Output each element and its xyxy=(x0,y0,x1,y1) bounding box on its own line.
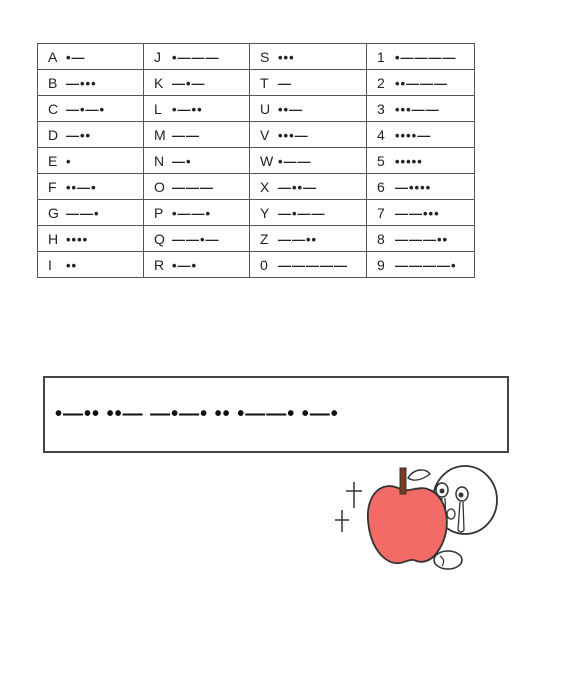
morse-code: •••• xyxy=(66,231,89,247)
morse-code: ————• xyxy=(395,257,457,273)
morse-cell xyxy=(144,44,250,70)
morse-code: •—— xyxy=(278,153,312,169)
morse-cell xyxy=(38,200,144,226)
morse-cell xyxy=(250,70,367,96)
morse-code: ——••• xyxy=(395,205,440,221)
morse-symbol: T xyxy=(260,74,269,91)
morse-code: ••— xyxy=(278,101,304,117)
morse-symbol: P xyxy=(154,204,164,221)
morse-symbol: 2 xyxy=(377,74,385,91)
morse-cell xyxy=(250,252,367,278)
morse-symbol: Z xyxy=(260,230,269,247)
morse-cell xyxy=(367,174,475,200)
morse-symbol: W xyxy=(260,152,274,169)
morse-cell xyxy=(250,148,367,174)
morse-cell xyxy=(38,252,144,278)
morse-cell xyxy=(144,96,250,122)
morse-message-box xyxy=(43,376,509,453)
morse-cell xyxy=(38,96,144,122)
morse-symbol: D xyxy=(48,126,59,143)
morse-symbol: 9 xyxy=(377,256,385,273)
morse-cell xyxy=(250,44,367,70)
morse-code: •—•• xyxy=(172,101,203,117)
morse-symbol: R xyxy=(154,256,165,273)
morse-cell xyxy=(144,252,250,278)
morse-code: ——• xyxy=(66,205,100,221)
morse-cell xyxy=(144,70,250,96)
morse-symbol: Y xyxy=(260,204,270,221)
morse-code: — xyxy=(278,75,292,91)
morse-code: —••• xyxy=(66,75,97,91)
morse-symbol: S xyxy=(260,48,270,65)
morse-cell xyxy=(367,148,475,174)
morse-code: —• xyxy=(172,153,192,169)
morse-cell xyxy=(367,70,475,96)
morse-symbol: L xyxy=(154,100,162,117)
morse-symbol: G xyxy=(48,204,59,221)
morse-code: ——•• xyxy=(278,231,318,247)
morse-code: •••— xyxy=(278,127,309,143)
morse-code: •—• xyxy=(172,257,198,273)
morse-message-text: •—•• ••— —•—• •• •——• •—• xyxy=(55,403,339,425)
morse-symbol: N xyxy=(154,152,165,169)
morse-symbol: K xyxy=(154,74,164,91)
morse-code: •• xyxy=(66,257,78,273)
morse-symbol: X xyxy=(260,178,270,195)
morse-cell xyxy=(367,96,475,122)
table-row xyxy=(38,44,475,70)
morse-symbol: I xyxy=(48,256,52,273)
morse-cell xyxy=(144,226,250,252)
table-row xyxy=(38,252,475,278)
morse-cell xyxy=(38,70,144,96)
morse-code: ———•• xyxy=(395,231,449,247)
morse-symbol: C xyxy=(48,100,59,117)
table-row xyxy=(38,96,475,122)
morse-code: • xyxy=(66,153,72,169)
morse-symbol: J xyxy=(154,48,161,65)
morse-code: •••—— xyxy=(395,101,440,117)
morse-cell xyxy=(144,148,250,174)
morse-cell xyxy=(250,96,367,122)
crying-character-hugging-apple-icon xyxy=(330,460,505,585)
table-row xyxy=(38,226,475,252)
morse-symbol: 6 xyxy=(377,178,385,195)
morse-code: ••——— xyxy=(395,75,449,91)
morse-cell xyxy=(144,174,250,200)
morse-code: ••••• xyxy=(395,153,423,169)
morse-cell xyxy=(38,122,144,148)
morse-cell xyxy=(38,226,144,252)
morse-symbol: H xyxy=(48,230,59,247)
morse-cell xyxy=(367,252,475,278)
morse-cell xyxy=(144,200,250,226)
morse-symbol: F xyxy=(48,178,57,195)
morse-code: —••— xyxy=(278,179,318,195)
table-row xyxy=(38,200,475,226)
morse-code: ••• xyxy=(278,49,295,65)
morse-symbol: 3 xyxy=(377,100,385,117)
morse-code: ——•— xyxy=(172,231,220,247)
table-row xyxy=(38,122,475,148)
morse-symbol: 0 xyxy=(260,256,268,273)
morse-code: ••—• xyxy=(66,179,97,195)
morse-symbol: 4 xyxy=(377,126,385,143)
morse-cell xyxy=(38,148,144,174)
morse-code: •——— xyxy=(172,49,220,65)
morse-cell xyxy=(250,200,367,226)
table-row xyxy=(38,70,475,96)
morse-code: •— xyxy=(66,49,86,65)
morse-cell xyxy=(250,226,367,252)
morse-symbol: O xyxy=(154,178,165,195)
apple-body xyxy=(368,486,447,563)
morse-symbol: V xyxy=(260,126,270,143)
morse-cell xyxy=(250,174,367,200)
morse-symbol: U xyxy=(260,100,271,117)
morse-cell xyxy=(367,122,475,148)
morse-code: •———— xyxy=(395,49,457,65)
morse-symbol: Q xyxy=(154,230,165,247)
morse-code-table xyxy=(37,43,475,278)
morse-code: ——— xyxy=(172,179,214,195)
morse-code: •——• xyxy=(172,205,212,221)
morse-code: ————— xyxy=(278,257,348,273)
morse-code: ••••— xyxy=(395,127,432,143)
morse-symbol: M xyxy=(154,126,166,143)
morse-cell xyxy=(367,200,475,226)
morse-code: —•••• xyxy=(395,179,432,195)
table-row xyxy=(38,148,475,174)
morse-symbol: 8 xyxy=(377,230,385,247)
morse-symbol: 5 xyxy=(377,152,385,169)
morse-code: —•—— xyxy=(278,205,326,221)
morse-cell xyxy=(144,122,250,148)
morse-cell xyxy=(367,226,475,252)
morse-code: —•• xyxy=(66,127,92,143)
table-row xyxy=(38,174,475,200)
morse-code: —— xyxy=(172,127,200,143)
morse-code: —•—• xyxy=(66,101,106,117)
morse-symbol: 1 xyxy=(377,48,385,65)
morse-cell xyxy=(250,122,367,148)
morse-symbol: 7 xyxy=(377,204,385,221)
morse-cell xyxy=(367,44,475,70)
morse-code: —•— xyxy=(172,75,206,91)
morse-symbol: A xyxy=(48,48,58,65)
morse-cell xyxy=(38,174,144,200)
morse-symbol: E xyxy=(48,152,58,169)
morse-cell xyxy=(38,44,144,70)
morse-symbol: B xyxy=(48,74,58,91)
